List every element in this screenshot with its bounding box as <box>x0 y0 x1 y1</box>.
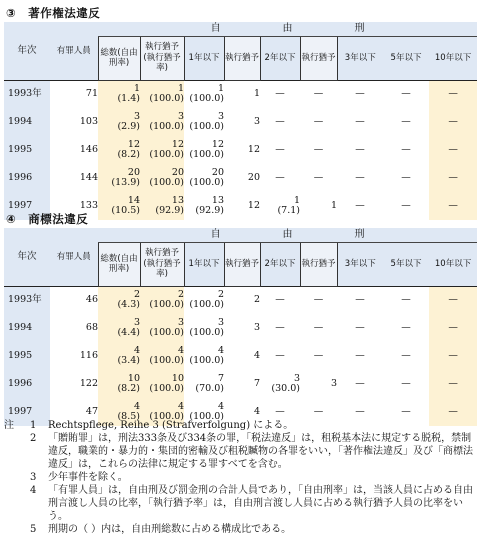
note-number: 5 <box>30 524 37 535</box>
cell-le2: — <box>275 143 285 155</box>
table-row <box>4 342 477 370</box>
cell-susp2: — <box>313 349 324 361</box>
note-item <box>4 484 480 523</box>
cell-le5: — <box>401 321 411 333</box>
cell-le10: — <box>429 370 477 398</box>
cell-convicted: 116 <box>79 349 98 361</box>
cell-total: 1 (1.4) <box>98 80 140 108</box>
cell-year: 1993年 <box>4 286 50 314</box>
table-row <box>4 164 477 192</box>
cell-suspended-all: 3 (100.0) <box>140 108 184 136</box>
cell-le1: 13 (92.9) <box>195 194 224 216</box>
cell-susp2: — <box>313 321 324 333</box>
cell-convicted: 71 <box>50 80 98 108</box>
header-susp1: 執行猶予 <box>224 36 260 80</box>
section-title: ③ 著作権法違反 <box>6 6 101 20</box>
cell-le5: — <box>401 115 411 127</box>
cell-year: 1997 <box>4 192 50 220</box>
header-total: 総数(自由刑率) <box>98 36 140 80</box>
cell-le2: 1 (7.1) <box>277 194 300 216</box>
header-le10: 10年以下 <box>429 242 477 286</box>
cell-le10: — <box>429 164 477 192</box>
cell-le1: 3 (100.0) <box>189 316 224 338</box>
cell-le1: 20 (100.0) <box>189 166 224 188</box>
cell-suspended-all: 13 (92.9) <box>140 192 184 220</box>
cell-le10: — <box>429 136 477 164</box>
cell-susp1: 3 <box>253 115 260 127</box>
cell-le5: — <box>383 80 429 108</box>
cell-le2: — <box>275 115 285 127</box>
note-text: 少年事件を除く。 <box>48 472 128 483</box>
cell-susp1: 1 <box>224 80 260 108</box>
cell-le10: — <box>429 80 477 108</box>
cell-total: 14 (10.5) <box>98 192 140 220</box>
cell-le2: — <box>275 349 285 361</box>
table-row <box>4 314 477 342</box>
cell-total: 20 (13.9) <box>98 164 140 192</box>
cell-le10: — <box>429 398 477 426</box>
cell-susp2: — <box>300 286 337 314</box>
notes <box>4 419 480 536</box>
data-table <box>4 22 477 220</box>
cell-total: 10 (8.2) <box>98 370 140 398</box>
cell-convicted: 144 <box>79 171 98 183</box>
cell-le2: 3 (30.0) <box>271 372 300 394</box>
cell-le3: — <box>355 171 365 183</box>
header-susp2: 執行猶予 <box>300 36 337 80</box>
cell-convicted: 133 <box>79 199 98 211</box>
cell-susp1: 2 <box>224 286 260 314</box>
header-group: 自 由 刑 <box>98 22 477 36</box>
notes-label: 注 <box>4 420 14 431</box>
cell-suspended-all: 2 (100.0) <box>140 286 184 314</box>
cell-susp1: 20 <box>247 171 260 183</box>
cell-suspended-all: 12 (100.0) <box>140 136 184 164</box>
header-convicted: 有罪人員 <box>50 22 98 80</box>
cell-convicted: 68 <box>85 321 98 333</box>
cell-susp1: 7 <box>253 377 260 389</box>
cell-le1: 1 (100.0) <box>184 80 224 108</box>
note-item <box>4 432 480 471</box>
cell-le3: — <box>355 405 365 417</box>
header-susp2: 執行猶予 <box>300 242 337 286</box>
cell-total: 3 (2.9) <box>98 108 140 136</box>
cell-suspended-all: 3 (100.0) <box>140 314 184 342</box>
note-text: 刑期の（ ）内は，自由刑総数に占める構成比である。 <box>48 524 292 535</box>
cell-le5: — <box>401 171 411 183</box>
cell-le1: 2 (100.0) <box>184 286 224 314</box>
data-table <box>4 228 477 426</box>
header-total: 総数(自由刑率) <box>98 242 140 286</box>
cell-total: 4 (3.4) <box>98 342 140 370</box>
cell-susp2: — <box>313 143 324 155</box>
note-item <box>4 419 480 432</box>
note-number: 4 <box>30 485 37 496</box>
cell-le5: — <box>401 143 411 155</box>
cell-le1: 4 (100.0) <box>189 344 224 366</box>
note-number: 2 <box>30 433 37 444</box>
table-row <box>4 286 477 314</box>
header-year: 年次 <box>4 22 50 80</box>
cell-year: 1993年 <box>4 80 50 108</box>
cell-suspended-all: 1 (100.0) <box>140 80 184 108</box>
cell-susp1: 3 <box>253 321 260 333</box>
cell-susp1: 4 <box>253 405 260 417</box>
cell-susp1: 12 <box>247 199 260 211</box>
cell-year: 1994 <box>4 108 50 136</box>
cell-susp1: 4 <box>253 349 260 361</box>
cell-year: 1997 <box>4 398 50 426</box>
cell-susp2: — <box>313 115 324 127</box>
cell-le5: — <box>383 286 429 314</box>
cell-convicted: 103 <box>79 115 98 127</box>
header-suspended-all: 執行猶予(執行猶予率) <box>140 36 184 80</box>
cell-total: 3 (4.4) <box>98 314 140 342</box>
cell-le2: — <box>260 286 300 314</box>
cell-le1: 3 (100.0) <box>189 110 224 132</box>
header-le2: 2年以下 <box>260 36 300 80</box>
cell-year: 1994 <box>4 314 50 342</box>
cell-susp2: 1 <box>330 199 337 211</box>
header-le5: 5年以下 <box>383 242 429 286</box>
header-le3: 3年以下 <box>337 36 383 80</box>
cell-suspended-all: 10 (100.0) <box>140 370 184 398</box>
cell-susp1: 12 <box>247 143 260 155</box>
cell-susp2: — <box>313 405 324 417</box>
cell-le10: — <box>429 286 477 314</box>
header-year: 年次 <box>4 228 50 286</box>
cell-year: 1995 <box>4 136 50 164</box>
cell-suspended-all: 20 (100.0) <box>140 164 184 192</box>
cell-le3: — <box>355 199 365 211</box>
cell-le2: — <box>275 321 285 333</box>
cell-convicted: 47 <box>85 405 98 417</box>
table-row <box>4 370 477 398</box>
cell-le5: — <box>401 199 411 211</box>
header-le1: 1年以下 <box>184 36 224 80</box>
cell-le1: 4 (100.0) <box>189 400 224 422</box>
cell-le3: — <box>355 115 365 127</box>
cell-le1: 12 (100.0) <box>189 138 224 160</box>
header-group: 自 由 刑 <box>98 228 477 242</box>
cell-convicted: 122 <box>79 377 98 389</box>
header-suspended-all: 執行猶予(執行猶予率) <box>140 242 184 286</box>
note-number: 3 <box>30 472 37 483</box>
cell-total: 4 (8.5) <box>98 398 140 426</box>
cell-le10: — <box>429 342 477 370</box>
cell-susp2: — <box>313 171 324 183</box>
note-text: 「有罪人員」は，自由刑及び罰金刑の合計人員であり，「自由刑率」は，当該人員に占める自由刑言渡し人員の比率，「執行猶予率」は，自由刑言渡し人員に占める執行猶予人員の比率をいう。 <box>48 485 473 522</box>
cell-le10: — <box>429 108 477 136</box>
header-le2: 2年以下 <box>260 242 300 286</box>
note-text: Rechtspflege, Reihe 3 (Strafverfolgung) による。 <box>48 420 294 431</box>
cell-susp2: — <box>300 80 337 108</box>
header-le1: 1年以下 <box>184 242 224 286</box>
cell-total: 12 (8.2) <box>98 136 140 164</box>
table-row <box>4 108 477 136</box>
cell-le10: — <box>429 314 477 342</box>
cell-le3: — <box>355 143 365 155</box>
table-row <box>4 80 477 108</box>
cell-le3: — <box>337 80 383 108</box>
cell-le3: — <box>355 377 365 389</box>
note-item <box>4 523 480 536</box>
cell-suspended-all: 4 (100.0) <box>140 342 184 370</box>
header-convicted: 有罪人員 <box>50 228 98 286</box>
cell-le3: — <box>355 321 365 333</box>
section-title: ④ 商標法違反 <box>6 212 89 226</box>
note-number: 1 <box>30 420 37 431</box>
cell-year: 1996 <box>4 370 50 398</box>
table-row <box>4 136 477 164</box>
cell-susp2: 3 <box>330 377 337 389</box>
cell-convicted: 146 <box>79 143 98 155</box>
cell-le1: 7 (70.0) <box>195 372 224 394</box>
cell-convicted: 46 <box>50 286 98 314</box>
cell-year: 1996 <box>4 164 50 192</box>
cell-le2: — <box>260 80 300 108</box>
cell-suspended-all: 4 (100.0) <box>140 398 184 426</box>
cell-year: 1995 <box>4 342 50 370</box>
cell-le5: — <box>401 349 411 361</box>
header-le10: 10年以下 <box>429 36 477 80</box>
cell-le3: — <box>337 286 383 314</box>
cell-le10: — <box>429 192 477 220</box>
note-text: 「贈賄罪」は，刑法333条及び334条の罪，「税法違反」は，租税基本法に規定する脱税，禁制違反，職業的・暴力的・集団的密輸及び租税贓物の各罪をいい，「著作権法違反」及び「商標法違反」は，これらの法律に規定する罪すべてを含む。 <box>48 433 473 470</box>
note-item <box>4 471 480 484</box>
cell-le3: — <box>355 349 365 361</box>
cell-le5: — <box>401 377 411 389</box>
cell-le5: — <box>401 405 411 417</box>
cell-total: 2 (4.3) <box>98 286 140 314</box>
header-le5: 5年以下 <box>383 36 429 80</box>
cell-le2: — <box>275 171 285 183</box>
cell-le2: — <box>275 405 285 417</box>
header-susp1: 執行猶予 <box>224 242 260 286</box>
header-le3: 3年以下 <box>337 242 383 286</box>
